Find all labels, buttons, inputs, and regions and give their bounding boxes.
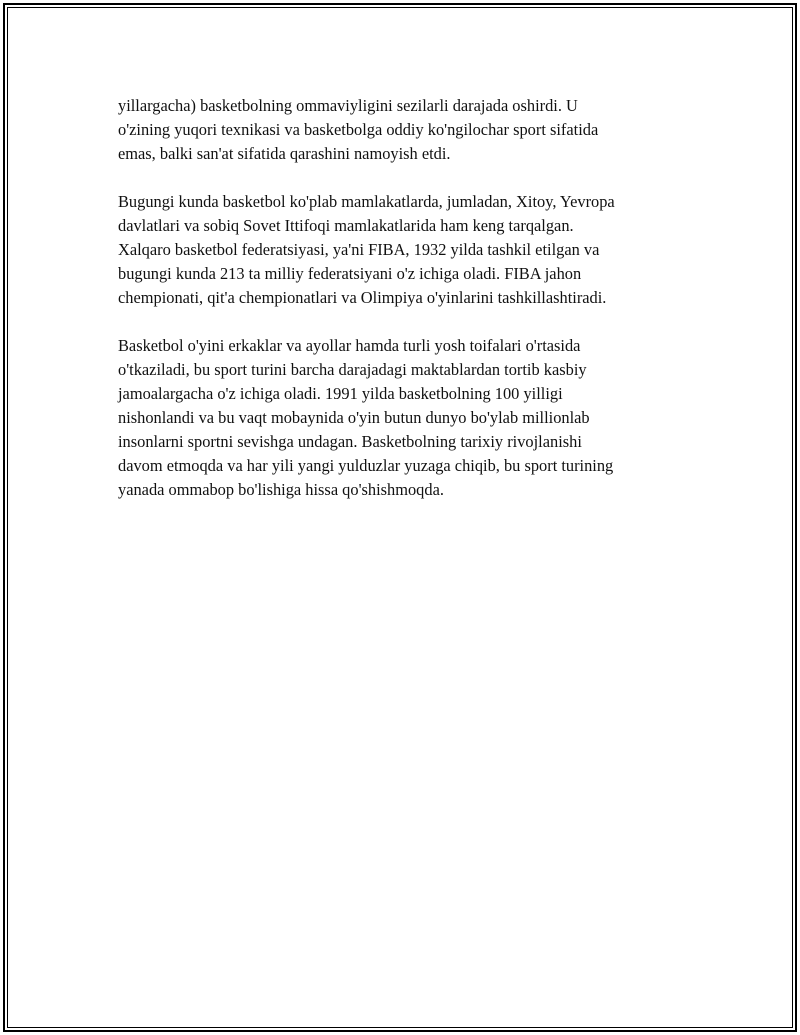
text-line: o'zining yuqori texnikasi va basketbolga oddiy ko'ngilochar sport sifatida	[118, 120, 599, 139]
text-line: jamoalargacha o'z ichiga oladi. 1991 yilda basketbolning 100 yilligi	[118, 384, 563, 403]
document-body	[118, 94, 690, 526]
text-line: bugungi kunda 213 ta milliy federatsiyani o'z ichiga oladi. FIBA jahon	[118, 264, 582, 283]
paragraph-2	[118, 190, 690, 310]
text-line: davom etmoqda va har yili yangi yulduzlar yuzaga chiqib, bu sport turining	[118, 456, 614, 475]
paragraph-1	[118, 94, 690, 166]
text-line: Xalqaro basketbol federatsiyasi, ya'ni FIBA, 1932 yilda tashkil etilgan va	[118, 240, 600, 259]
text-line: Bugungi kunda basketbol ko'plab mamlakatlarda, jumladan, Xitoy, Yevropa	[118, 192, 615, 211]
text-line: chempionati, qit'a chempionatlari va Olimpiya o'yinlarini tashkillashtiradi.	[118, 288, 607, 307]
text-line: yanada ommabop bo'lishiga hissa qo'shishmoqda.	[118, 480, 444, 499]
paragraph-3	[118, 334, 690, 502]
page-border	[3, 3, 797, 1032]
text-line: yillargacha) basketbolning ommaviyligini sezilarli darajada oshirdi. U	[118, 96, 578, 115]
text-line: nishonlandi va bu vaqt mobaynida o'yin butun dunyo bo'ylab millionlab	[118, 408, 590, 427]
text-line: insonlarni sportni sevishga undagan. Basketbolning tarixiy rivojlanishi	[118, 432, 582, 451]
text-line: o'tkaziladi, bu sport turini barcha darajadagi maktablardan tortib kasbiy	[118, 360, 587, 379]
text-line: davlatlari va sobiq Sovet Ittifoqi mamlakatlarida ham keng tarqalgan.	[118, 216, 574, 235]
text-line: Basketbol o'yini erkaklar va ayollar hamda turli yosh toifalari o'rtasida	[118, 336, 581, 355]
text-line: emas, balki san'at sifatida qarashini namoyish etdi.	[118, 144, 451, 163]
